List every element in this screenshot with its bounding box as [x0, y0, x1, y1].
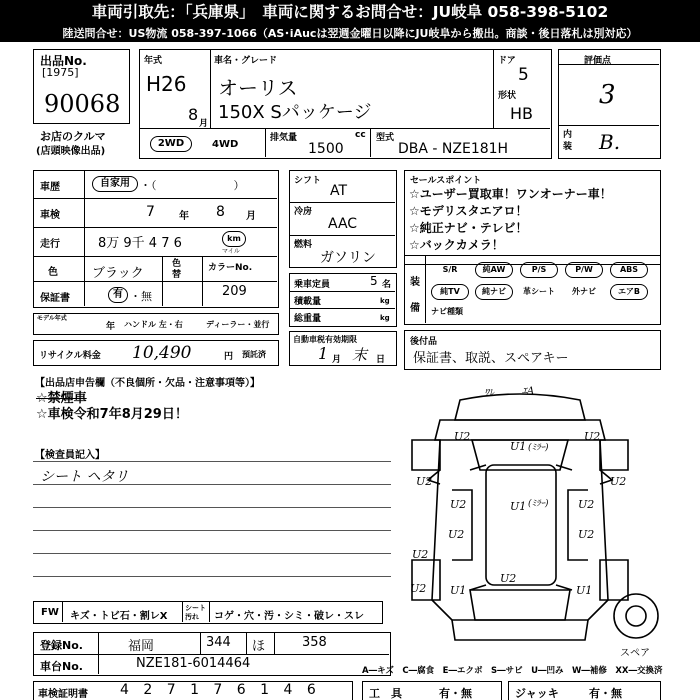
sales-point: ☆モデリスタエアロ！: [409, 204, 528, 218]
equip-leather-seat: 革シート: [523, 287, 555, 296]
damage-mark: U1: [450, 584, 467, 597]
year-month: 8: [188, 105, 199, 124]
navi-type-label: ナビ種類: [431, 307, 463, 316]
cert-value: 4 2 7 1 7 6 1 4 6: [120, 682, 321, 698]
seller-note-nonsmoking: ☆禁煙車: [36, 391, 87, 406]
jack-box: [508, 681, 661, 700]
drive-4wd: 4WD: [212, 139, 239, 150]
recycle-value: 10,490: [132, 343, 192, 363]
damage-mark: U2: [412, 548, 429, 561]
sales-point: ☆バックカメラ！: [409, 238, 504, 252]
equip-genuine-tv: 純TV: [431, 284, 469, 300]
tools-box: [362, 681, 502, 700]
inspection-year: 7: [146, 204, 155, 220]
car-info-box: [139, 49, 552, 159]
weight-unit: kg: [380, 314, 390, 322]
damage-mark: ｴA: [522, 386, 535, 397]
cert-label: 車検証明書: [38, 689, 88, 700]
inspector-notes-title: 【検査員記入】: [35, 450, 105, 461]
aftermarket-label: 後付品: [410, 337, 438, 347]
ac-label: 冷房: [294, 207, 313, 217]
mid-details-table: [289, 170, 397, 268]
equip-power-steering: P/S: [520, 262, 558, 278]
model-year-label: モデル年式: [37, 315, 67, 322]
tools-label: 工 具: [369, 687, 402, 700]
model-year-row: [33, 313, 279, 335]
color-change-label: 色替: [172, 259, 182, 280]
equipment-box: [404, 255, 661, 325]
car-name-label: 車名・グレード: [214, 56, 278, 66]
damage-mark: U1: [576, 584, 593, 597]
recycle-unit: 円: [224, 352, 234, 362]
year-label: 年式: [144, 56, 163, 66]
inspector-note: シート ヘタリ: [40, 469, 129, 485]
tools-value: 有・無: [439, 687, 472, 700]
car-grade: 150X Sパッケージ: [218, 102, 372, 123]
capacity-value: 5: [370, 274, 378, 288]
equip-power-window: P/W: [565, 262, 603, 278]
equip-airbag: エアB: [610, 284, 648, 300]
tax-month-unit: 月: [332, 355, 342, 365]
mileage-value: 8万 9千 4 7 6: [98, 236, 182, 251]
tax-label: 自動車税有効期限: [293, 335, 357, 344]
chassis-label: 車台No.: [40, 660, 83, 673]
damage-mark: ﾜﾚ: [484, 388, 494, 399]
sales-point: ☆ユーザー買取車！ワンオーナー車！: [409, 187, 612, 201]
recycle-label: リサイクル料金: [39, 351, 101, 361]
damage-mark: (ﾐﾗｰ): [528, 499, 549, 509]
mileage-unit-km: km: [222, 231, 246, 247]
capacity-unit: 名: [382, 280, 392, 290]
load-label: 積載量: [294, 297, 322, 307]
aftermarket-value: 保証書、取説、スペアキー: [413, 351, 569, 366]
damage-mark: U2: [578, 498, 595, 511]
drive-2wd: 2WD: [150, 136, 192, 152]
year-value: H26: [146, 72, 187, 96]
damage-mark: U2: [450, 498, 467, 511]
shape-value: HB: [510, 104, 534, 123]
door-label: ドア: [498, 56, 516, 66]
equip-abs: ABS: [610, 262, 648, 278]
spare-label: スペア: [620, 648, 650, 659]
displacement-value: 1500: [308, 141, 344, 157]
inspection-label: 車検: [40, 210, 60, 221]
door-value: 5: [518, 65, 529, 85]
color-label: 色: [48, 267, 58, 278]
shop-car-label: お店のクルマ: [40, 130, 106, 143]
weight-label: 総重量: [294, 314, 322, 324]
displacement-label: 排気量: [270, 133, 298, 143]
car-name: オーリス: [218, 76, 298, 100]
grade-label: 評価点: [584, 56, 612, 66]
lot-small-number: [1975]: [42, 66, 79, 79]
seat-label: シート: [185, 604, 206, 612]
dealer-options: ディーラー・並行: [206, 320, 270, 329]
sales-points-box: [404, 170, 661, 265]
capacity-table: [289, 273, 397, 327]
header-contact-line: 車両引取先：「兵庫県」 車両に関するお問合せ：JU岐阜 058-398-5102: [0, 0, 700, 25]
damage-mark: U2: [578, 528, 595, 541]
recycle-row: [33, 340, 279, 366]
tax-end: 末: [352, 346, 368, 364]
shape-label: 形状: [498, 91, 517, 101]
tax-day-unit: 日: [376, 355, 386, 365]
recycle-note: 預託済: [242, 350, 266, 359]
type-value: DBA - NZE181H: [398, 141, 509, 157]
reg-kana: ほ: [252, 639, 266, 654]
warranty-rest: ・無: [130, 290, 152, 303]
history-label: 車歴: [40, 182, 60, 193]
model-year-unit: 年: [106, 322, 116, 332]
interior-label: 内装: [563, 130, 573, 152]
inspection-month-unit: 月: [246, 211, 256, 222]
handle-options: ハンドル 左・右: [124, 320, 183, 329]
seat-dirt-label: 汚れ: [185, 613, 199, 621]
jack-label: ジャッキ: [515, 687, 559, 700]
damage-codes-legend: A―キズ C―腐食 E―エクボ S―サビ U―凹み W―補修 XX―交換済: [362, 666, 663, 676]
exterior-damage-legend: キズ・トビ石・割レX: [70, 611, 168, 622]
damage-mark: U2: [410, 582, 427, 595]
lot-number: 90068: [44, 90, 121, 118]
seat-damage-legend: コゲ・穴・汚・シミ・破レ・スレ: [214, 611, 364, 622]
certificate-box: [33, 681, 353, 700]
header-transport-line: 陸送問合せ：US物流 058-397-1066（AS･iAucは翌週金曜日以降にJU岐阜から搬出。商談・後日落札は別対応）: [0, 25, 700, 42]
load-unit: kg: [380, 297, 390, 305]
reg-plate-number: 358: [302, 635, 327, 650]
fuel-label: 燃料: [294, 240, 313, 250]
vehicle-details-table: [33, 170, 279, 308]
aftermarket-items-box: [404, 330, 661, 370]
lot-number-box: [33, 49, 130, 124]
equip-sunroof: S/R: [442, 265, 458, 274]
reg-class-number: 344: [206, 635, 231, 650]
mileage-label: 走行: [40, 239, 60, 250]
capacity-label: 乗車定員: [294, 280, 331, 290]
grade-score: 3: [599, 80, 616, 110]
shop-video-label: (店頭映像出品): [36, 146, 106, 157]
damage-mark: U2: [610, 475, 627, 488]
sales-points-title: セールスポイント: [410, 176, 482, 186]
inspection-month: 8: [216, 204, 225, 220]
shift-value: AT: [330, 183, 348, 199]
damage-mark: U2: [584, 430, 601, 443]
damage-mark: U1: [510, 440, 527, 453]
displacement-unit: cc: [355, 130, 366, 140]
tax-month: 1: [318, 344, 329, 363]
year-month-unit: 月: [199, 119, 209, 129]
warranty-label: 保証書: [40, 293, 70, 304]
type-label: 型式: [376, 133, 395, 143]
equipment-label: 装備: [410, 277, 420, 314]
sales-point: ☆純正ナビ・テレビ！: [409, 221, 528, 235]
equip-alloy-wheel: 純AW: [475, 262, 513, 278]
color-no-value: 209: [222, 284, 247, 299]
reg-city: 福岡: [128, 639, 155, 654]
registration-box: [33, 632, 391, 676]
fuel-value: ガソリン: [320, 250, 376, 266]
warranty-yes: 有: [108, 287, 128, 303]
history-rest: ・（ ）: [140, 179, 245, 192]
damage-mark: U2: [448, 528, 465, 541]
seller-notes-title: 【出品店申告欄（不良個所・欠品・注意事項等）】: [35, 378, 260, 389]
damage-mark: U2: [416, 475, 433, 488]
tax-box: [289, 331, 397, 366]
fw-label: FW: [41, 607, 59, 618]
mileage-unit-mile: マイル: [222, 248, 240, 255]
damage-mark: U2: [454, 430, 471, 443]
color-value: ブラック: [92, 266, 144, 281]
equip-genuine-navi: 純ナビ: [475, 284, 513, 300]
history-private: 自家用: [92, 176, 138, 192]
damage-mark: U2: [500, 572, 517, 585]
inspection-year-unit: 年: [179, 211, 189, 222]
interior-grade: B.: [599, 130, 621, 154]
damage-mark: (ﾐﾗｰ): [528, 443, 549, 453]
ac-value: AAC: [328, 216, 358, 232]
shift-label: シフト: [294, 176, 322, 186]
jack-value: 有・無: [589, 687, 622, 700]
chassis-value: NZE181-6014464: [136, 656, 251, 671]
grade-box: [558, 49, 661, 159]
equip-aftermarket-navi: 外ナビ: [572, 287, 596, 296]
seller-note-inspection: ☆車検令和7年8月29日！: [36, 407, 188, 422]
damage-legend-row: [33, 601, 383, 624]
reg-label: 登録No.: [40, 639, 83, 652]
color-no-label: カラーNo.: [208, 263, 253, 273]
lot-label: 出品No.: [40, 54, 87, 68]
damage-mark: U1: [510, 500, 527, 513]
